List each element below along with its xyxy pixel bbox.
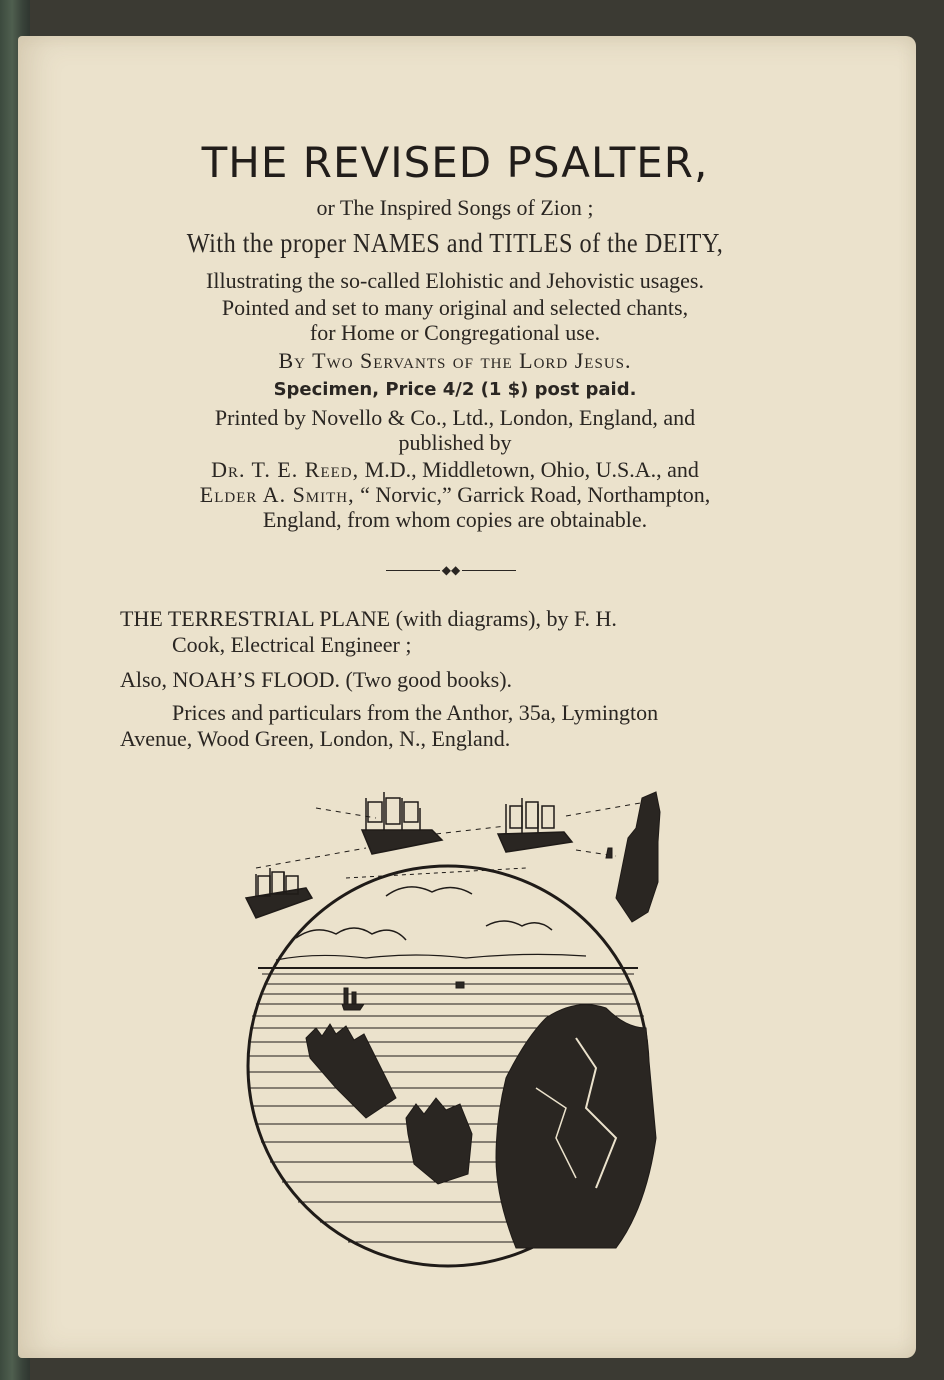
reed-name: Dr. T. E. Reed, bbox=[211, 457, 360, 482]
psalter-subtitle: or The Inspired Songs of Zion ; bbox=[316, 195, 594, 220]
ornament-rule-right bbox=[462, 570, 516, 571]
advert-line3a: Prices and particulars from the Anthor, 35a, Lymington bbox=[172, 700, 659, 725]
specimen-price: Specimen, Price 4/2 (1 $) post paid. bbox=[273, 379, 637, 400]
smith-address: “ Norvic,” Garrick Road, Northampton, bbox=[354, 482, 711, 507]
smith-name: Elder A. Smith, bbox=[199, 482, 355, 507]
diamond-icon: ◆◆ bbox=[441, 563, 461, 577]
final-line: England, from whom copies are obtainable. bbox=[262, 507, 648, 532]
noahs-flood-advert: Also, NOAH’S FLOOD. (Two good books). bbox=[120, 667, 513, 692]
chants-line: Pointed and set to many original and selected chants, bbox=[221, 295, 689, 320]
terrestrial-plane-advert bbox=[120, 606, 862, 658]
globe bbox=[248, 866, 656, 1266]
authors-line: By Two Servants of the Lord Jesus. bbox=[278, 348, 632, 373]
deity-line: With the proper NAMES and TITLES of the DEITY, bbox=[186, 228, 724, 258]
reed-address: M.D., Middletown, Ohio, U.S.A., and bbox=[359, 457, 699, 482]
advert-line3b: Avenue, Wood Green, London, N., England. bbox=[120, 726, 511, 751]
advert-line1b: Cook, Electrical Engineer ; bbox=[172, 632, 412, 657]
use-line: for Home or Congregational use. bbox=[309, 320, 601, 345]
ornament-divider bbox=[386, 562, 516, 578]
psalter-title: THE REVISED PSALTER, bbox=[201, 138, 709, 187]
sight-lines bbox=[256, 802, 646, 868]
advert-line1a: THE TERRESTRIAL PLANE (with diagrams), by F. H. bbox=[120, 606, 617, 631]
printed-line: Printed by Novello & Co., Ltd., London, England, and bbox=[214, 405, 696, 430]
usages-line: Illustrating the so-called Elohistic and Jehovistic usages. bbox=[206, 268, 704, 293]
ships-top bbox=[246, 792, 572, 918]
smith-line bbox=[110, 482, 800, 508]
cliff-top-right bbox=[606, 792, 660, 922]
published-line: published by bbox=[398, 430, 512, 455]
ornament-rule-left bbox=[386, 570, 440, 571]
flat-earth-illustration bbox=[236, 788, 696, 1274]
reed-line bbox=[110, 457, 800, 483]
prices-advert bbox=[120, 700, 810, 752]
